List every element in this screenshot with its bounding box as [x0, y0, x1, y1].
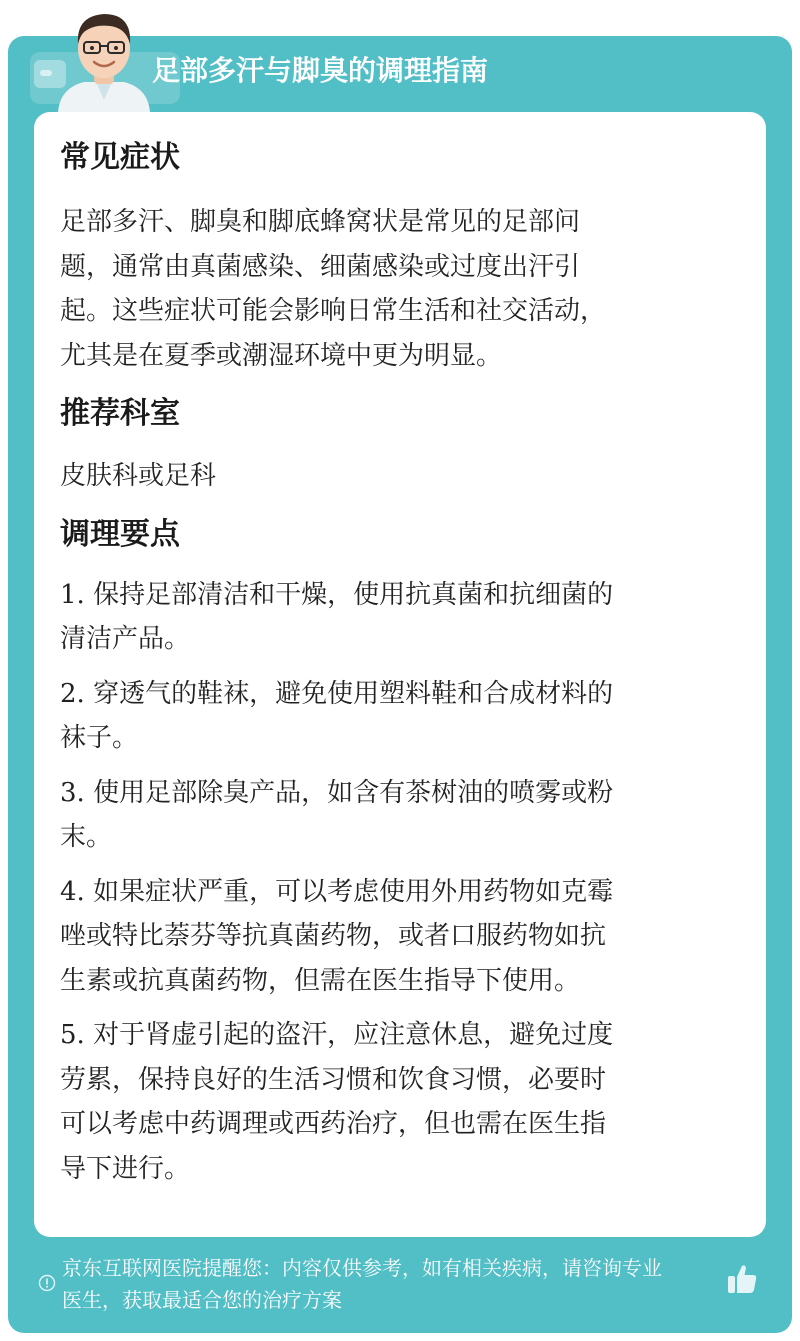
info-icon	[38, 1274, 56, 1292]
list-item	[60, 870, 740, 1004]
symptoms-line: 起。这些症状可能会影响日常生活和社交活动，	[60, 296, 607, 326]
department-text: 皮肤科或足科	[60, 461, 217, 491]
list-number: 2.	[60, 678, 85, 709]
section-title-symptoms: 常见症状	[60, 140, 180, 175]
list-number: 3.	[60, 777, 85, 808]
section-title-department: 推荐科室	[60, 396, 180, 431]
list-line: 保持足部清洁和干燥，使用抗真菌和抗细菌的	[84, 579, 614, 610]
doctor-avatar-icon	[44, 4, 164, 112]
disclaimer	[62, 1252, 728, 1316]
list-line: 如果症状严重，可以考虑使用外用药物如克霉	[84, 876, 614, 907]
list-line: 对于肾虚引起的盗汗，应注意休息，避免过度	[84, 1020, 614, 1050]
list-number: 1.	[60, 579, 85, 610]
list-line: 末。	[60, 822, 113, 852]
list-line: 导下进行。	[60, 1153, 191, 1184]
disclaimer-line: 京东互联网医院提醒您：内容仅供参考，如有相关疾病，请咨询专业	[62, 1256, 662, 1280]
symptoms-line: 题，通常由真菌感染、细菌感染或过度出汗引	[60, 251, 581, 282]
list-line: 唑或特比萘芬等抗真菌药物，或者口服药物如抗	[60, 921, 607, 951]
list-line: 穿透气的鞋袜，避免使用塑料鞋和合成材料的	[84, 678, 614, 709]
symptoms-line: 尤其是在夏季或潮湿环境中更为明显。	[60, 340, 503, 371]
list-item	[60, 672, 740, 761]
thumbs-up-icon[interactable]	[726, 1262, 758, 1296]
list-item	[60, 1013, 740, 1191]
list-number: 5.	[60, 1020, 85, 1050]
list-line: 清洁产品。	[60, 624, 191, 654]
disclaimer-line: 医生，获取最适合您的治疗方案	[62, 1288, 342, 1312]
list-item	[60, 771, 740, 860]
care-list	[60, 573, 740, 1192]
list-line: 可以考虑中药调理或西药治疗，但也需在医生指	[60, 1109, 607, 1139]
content-body	[60, 130, 740, 1191]
list-item	[60, 573, 740, 662]
list-number: 4.	[60, 876, 85, 907]
list-line: 袜子。	[60, 723, 139, 753]
page-title: 足部多汗与脚臭的调理指南	[152, 54, 489, 87]
list-line: 劳累，保持良好的生活习惯和饮食习惯，必要时	[60, 1064, 607, 1095]
list-line: 使用足部除臭产品，如含有茶树油的喷雾或粉	[84, 777, 614, 808]
section-title-care: 调理要点	[60, 516, 180, 552]
list-line: 生素或抗真菌药物，但需在医生指导下使用。	[60, 965, 581, 996]
symptoms-line: 足部多汗、脚臭和脚底蜂窝状是常见的足部问	[60, 207, 581, 237]
symptoms-paragraph	[60, 200, 740, 378]
